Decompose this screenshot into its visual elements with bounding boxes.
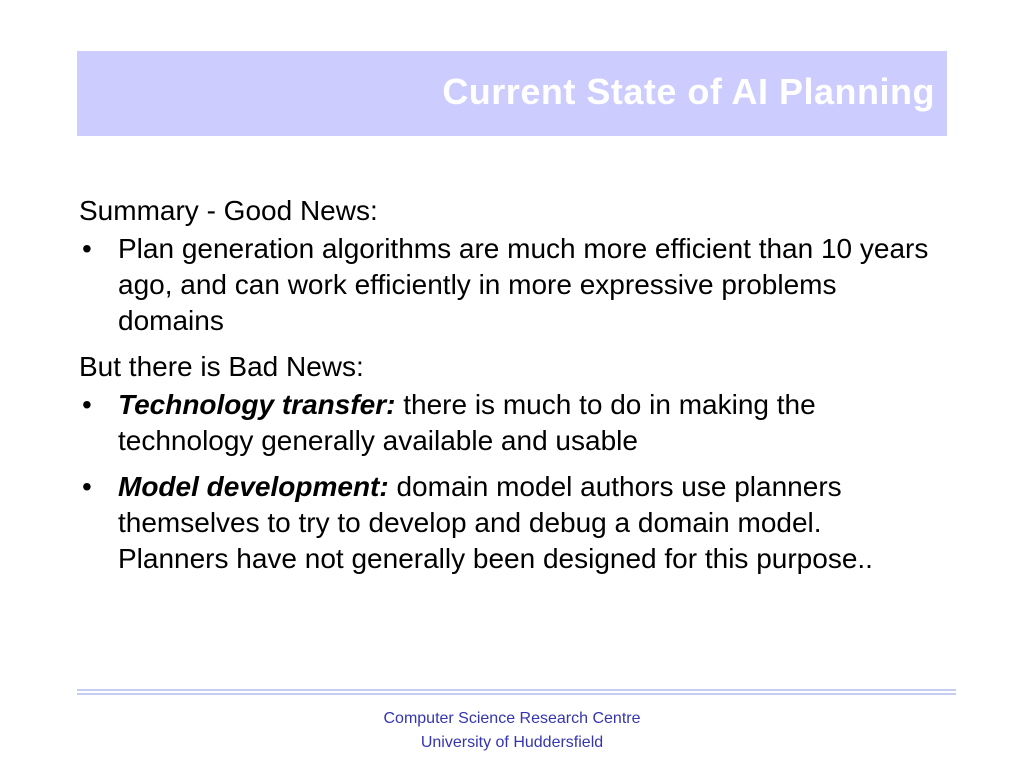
bullet-term: Technology transfer: [118, 389, 396, 420]
slide-title: Current State of AI Planning [442, 71, 935, 112]
footer-university-line: University of Huddersfield [420, 734, 604, 751]
bullet-icon: • [82, 233, 92, 264]
bullet-item-technology-transfer [79, 387, 939, 459]
bullet-item-model-development [79, 469, 939, 577]
footer [0, 707, 1024, 755]
bullet-text: domain model authors use planners themselves to try to develop and debug a domain model. Planners have not generally been designed for this purpose.. [118, 471, 873, 574]
bullet-text: there is much to do in making the technology generally available and usable [118, 389, 816, 456]
footer-divider [77, 689, 956, 691]
bad-news-heading: But there is Bad News: [79, 351, 364, 382]
bullet-icon: • [82, 389, 92, 420]
title-bar [77, 51, 947, 136]
footer-institution-line: Computer Science Research Centre [383, 710, 641, 727]
bullet-icon: • [82, 471, 92, 502]
bullet-term: Model development: [118, 471, 389, 502]
good-news-heading: Summary - Good News: [79, 195, 378, 226]
slide-content [79, 193, 939, 577]
bullet-item-plan-generation [79, 231, 939, 339]
bullet-text: Plan generation algorithms are much more efficient than 10 years ago, and can work efficiently in more expressive problems domains [118, 233, 929, 336]
footer-divider [77, 693, 956, 695]
